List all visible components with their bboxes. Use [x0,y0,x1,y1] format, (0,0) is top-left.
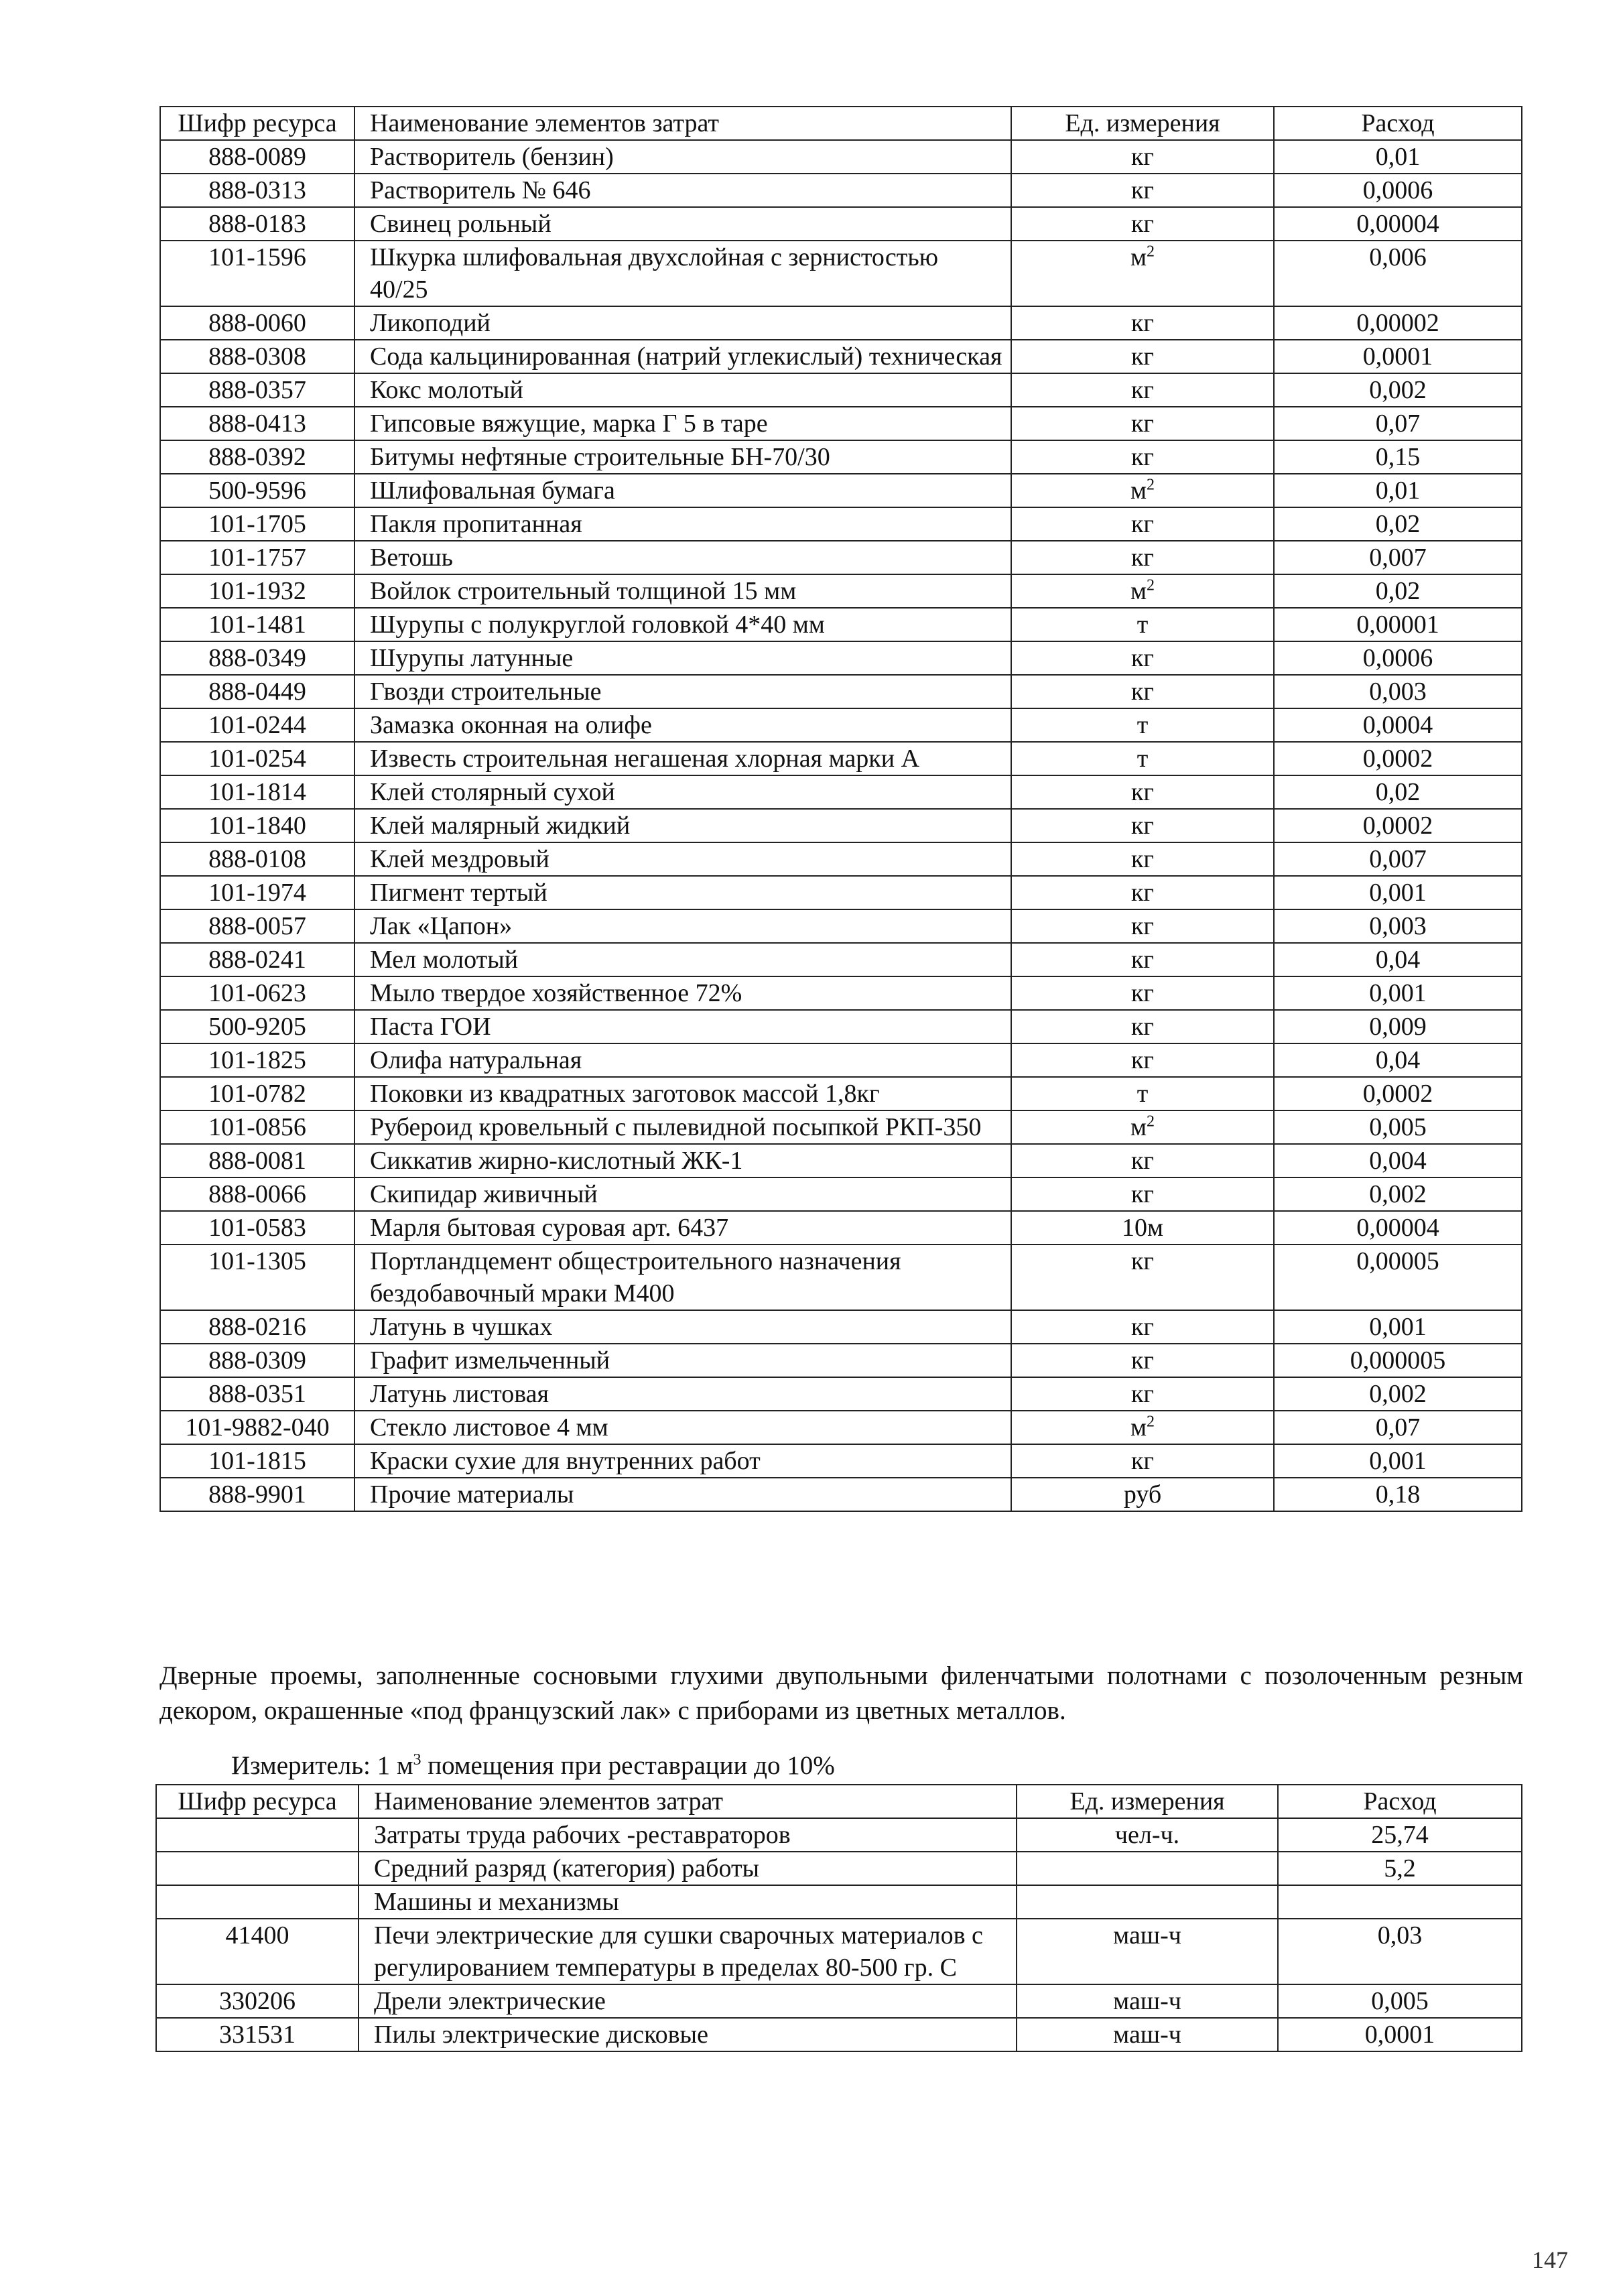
table-row [160,507,1522,541]
table-row [160,876,1522,909]
measure-sup: 3 [413,1751,421,1769]
quantity: 0,0004 [1274,708,1522,742]
quantity: 0,02 [1274,775,1522,809]
quantity: 0,007 [1274,842,1522,876]
resource-code: 101-0244 [160,708,354,742]
table-row [156,1885,1522,1919]
unit: кг [1011,140,1274,174]
table-row [160,1110,1522,1144]
unit: кг [1011,1310,1274,1344]
resource-code: 888-0089 [160,140,354,174]
unit: кг [1011,1377,1274,1411]
table-row [160,541,1522,574]
table-row [160,943,1522,976]
materials-table [159,106,1522,1512]
resource-name: Поковки из квадратных заготовок массой 1,8кг [354,1077,1011,1110]
unit: кг [1011,641,1274,675]
header-qty: Расход [1274,107,1522,140]
table-row [160,407,1522,440]
resource-name: Ветошь [354,541,1011,574]
resource-code: 888-9901 [160,1478,354,1511]
unit: кг [1011,507,1274,541]
table-row [160,440,1522,474]
unit: кг [1011,943,1274,976]
resource-code: 101-0623 [160,976,354,1010]
unit: $м^2$ [1011,1411,1274,1444]
quantity: 0,002 [1274,1177,1522,1211]
resource-name: Известь строительная негашеная хлорная марки А [354,742,1011,775]
resource-name: Шкурка шлифовальная двухслойная с зернистостью 40/25 [354,241,1011,306]
quantity: 0,005 [1274,1110,1522,1144]
quantity: 0,00001 [1274,608,1522,641]
resource-code: 888-0349 [160,641,354,675]
quantity: 0,03 [1278,1919,1522,1984]
resource-name: Растворитель № 646 [354,174,1011,207]
unit: кг [1011,440,1274,474]
unit: $м^2$ [1011,474,1274,507]
resource-code: 101-0782 [160,1077,354,1110]
resource-name: Латунь листовая [354,1377,1011,1411]
table-row [160,608,1522,641]
unit: $м^2$ [1011,574,1274,608]
resource-name: Стекло листовое 4 мм [354,1411,1011,1444]
resource-code: 500-9596 [160,474,354,507]
resource-name: Клей малярный жидкий [354,809,1011,842]
resource-name: Затраты труда рабочих -реставраторов [359,1818,1017,1852]
resource-code: 888-0241 [160,943,354,976]
quantity: 0,07 [1274,407,1522,440]
unit: кг [1011,842,1274,876]
table-row [160,241,1522,306]
resource-name: Шлифовальная бумага [354,474,1011,507]
resource-code: 888-0057 [160,909,354,943]
table-row [160,1478,1522,1511]
resource-name: Шурупы латунные [354,641,1011,675]
resource-code [156,1852,359,1885]
unit: кг [1011,1344,1274,1377]
resource-name: Печи электрические для сушки сварочных материалов с регулированием температуры в пределах 80-500 гр. С [359,1919,1017,1984]
resource-code: 888-0216 [160,1310,354,1344]
resource-name: Сиккатив жирно-кислотный ЖК-1 [354,1144,1011,1177]
resource-name: Кокс молотый [354,373,1011,407]
table-row [160,1043,1522,1077]
resource-name: Пигмент тертый [354,876,1011,909]
table-row [156,2018,1522,2051]
resource-code: 101-1815 [160,1444,354,1478]
quantity: 0,04 [1274,943,1522,976]
unit: кг [1011,675,1274,708]
unit: маш-ч [1017,2018,1278,2051]
table-row [160,1245,1522,1310]
resource-code: 888-0060 [160,306,354,340]
table-row [160,1077,1522,1110]
resource-code: 888-0351 [160,1377,354,1411]
quantity [1278,1885,1522,1919]
resource-code: 41400 [156,1919,359,1984]
unit: маш-ч [1017,1919,1278,1984]
unit: руб [1011,1478,1274,1511]
table-row [160,1377,1522,1411]
resource-name: Замазка оконная на олифе [354,708,1011,742]
unit: кг [1011,1245,1274,1310]
table-row [160,373,1522,407]
unit: кг [1011,407,1274,440]
header-qty: Расход [1278,1785,1522,1818]
unit: чел-ч. [1017,1818,1278,1852]
measure-text: Измеритель: 1 м [231,1751,413,1780]
unit: кг [1011,976,1274,1010]
resource-code: 101-1596 [160,241,354,306]
resource-name: Скипидар живичный [354,1177,1011,1211]
header-code: Шифр ресурса [160,107,354,140]
table-row [160,675,1522,708]
resource-code: 888-0449 [160,675,354,708]
table-row [160,742,1522,775]
resource-code: 101-1825 [160,1043,354,1077]
resource-name: Марля бытовая суровая арт. 6437 [354,1211,1011,1245]
unit: $м^2$ [1011,1110,1274,1144]
quantity: 0,00005 [1274,1245,1522,1310]
resource-name: Прочие материалы [354,1478,1011,1511]
table-row [160,909,1522,943]
quantity: 0,02 [1274,507,1522,541]
unit: кг [1011,809,1274,842]
resource-name: Олифа натуральная [354,1043,1011,1077]
unit: кг [1011,1144,1274,1177]
resource-name: Клей мездровый [354,842,1011,876]
table-row [160,775,1522,809]
resource-code: 101-1757 [160,541,354,574]
resource-name: Мел молотый [354,943,1011,976]
quantity: 0,0002 [1274,742,1522,775]
resource-code: 101-0856 [160,1110,354,1144]
resource-name: Войлок строительный толщиной 15 мм [354,574,1011,608]
unit: т [1011,742,1274,775]
labor-machines-table [155,1784,1522,2052]
quantity: 0,001 [1274,1310,1522,1344]
unit: кг [1011,174,1274,207]
table-row [160,1310,1522,1344]
measure-line [231,1749,1236,1783]
quantity: 0,18 [1274,1478,1522,1511]
unit: кг [1011,340,1274,373]
table-row [160,1010,1522,1043]
unit: кг [1011,909,1274,943]
resource-code: 101-1974 [160,876,354,909]
quantity: 0,0006 [1274,641,1522,675]
resource-name: Средний разряд (категория) работы [359,1852,1017,1885]
quantity: 0,001 [1274,976,1522,1010]
resource-code: 101-1305 [160,1245,354,1310]
quantity: 0,01 [1274,474,1522,507]
table-row [160,1411,1522,1444]
resource-code: 101-0254 [160,742,354,775]
resource-code: 101-1705 [160,507,354,541]
table-row [160,1344,1522,1377]
resource-name: Ликоподий [354,306,1011,340]
resource-name: Портландцемент общестроительного назначения бездобавочный мраки М400 [354,1245,1011,1310]
quantity: 0,002 [1274,1377,1522,1411]
quantity: 0,0001 [1278,2018,1522,2051]
header-name: Наименование элементов затрат [359,1785,1017,1818]
unit: кг [1011,876,1274,909]
table-row [156,1919,1522,1984]
quantity: 0,04 [1274,1043,1522,1077]
unit: кг [1011,373,1274,407]
work-description: Дверные проемы, заполненные сосновыми глухими двупольными филенчатыми полотнами с позолоченным резным декором, окрашенные «под французский лак» с приборами из цветных металлов. [159,1661,1523,1725]
table-row [160,207,1522,241]
measure-rest: помещения при реставрации до 10% [421,1751,835,1780]
resource-name: Растворитель (бензин) [354,140,1011,174]
table-row [160,174,1522,207]
resource-name: Пилы электрические дисковые [359,2018,1017,2051]
table-row [160,842,1522,876]
table-row [160,1444,1522,1478]
unit: маш-ч [1017,1984,1278,2018]
unit [1017,1852,1278,1885]
resource-code: 888-0392 [160,440,354,474]
resource-code: 888-0308 [160,340,354,373]
resource-code [156,1818,359,1852]
quantity: 0,02 [1274,574,1522,608]
unit [1017,1885,1278,1919]
table-row [156,1818,1522,1852]
resource-name: Пакля пропитанная [354,507,1011,541]
header-unit: Ед. измерения [1017,1785,1278,1818]
table-row [160,1211,1522,1245]
unit: кг [1011,775,1274,809]
header-code: Шифр ресурса [156,1785,359,1818]
resource-code: 888-0183 [160,207,354,241]
resource-code: 888-0413 [160,407,354,440]
quantity: 0,0001 [1274,340,1522,373]
table-row [160,340,1522,373]
resource-code: 101-0583 [160,1211,354,1245]
table-header-row [160,107,1522,140]
resource-code: 500-9205 [160,1010,354,1043]
quantity: 0,003 [1274,675,1522,708]
resource-code [156,1885,359,1919]
resource-name: Гвозди строительные [354,675,1011,708]
quantity: 0,0002 [1274,1077,1522,1110]
quantity: 0,001 [1274,1444,1522,1478]
table-row [160,976,1522,1010]
page-number: 147 [1532,2246,1568,2273]
resource-code: 330206 [156,1984,359,2018]
unit: кг [1011,1010,1274,1043]
unit: кг [1011,1177,1274,1211]
resource-name: Паста ГОИ [354,1010,1011,1043]
table-row [160,1177,1522,1211]
table-row [160,708,1522,742]
unit: т [1011,608,1274,641]
unit: кг [1011,207,1274,241]
unit: кг [1011,541,1274,574]
unit: т [1011,708,1274,742]
header-unit: Ед. измерения [1011,107,1274,140]
table-row [156,1984,1522,2018]
quantity: 0,002 [1274,373,1522,407]
quantity: 0,00004 [1274,207,1522,241]
table-row [160,1144,1522,1177]
resource-name: Латунь в чушках [354,1310,1011,1344]
resource-code: 101-1814 [160,775,354,809]
quantity: 5,2 [1278,1852,1522,1885]
table-header-row [156,1785,1522,1818]
quantity: 0,004 [1274,1144,1522,1177]
table-row [160,809,1522,842]
resource-name: Машины и механизмы [359,1885,1017,1919]
quantity: 25,74 [1278,1818,1522,1852]
table-row [156,1852,1522,1885]
quantity: 0,009 [1274,1010,1522,1043]
unit: 10м [1011,1211,1274,1245]
resource-name: Шурупы с полукруглой головкой 4*40 мм [354,608,1011,641]
resource-name: Клей столярный сухой [354,775,1011,809]
table-row [160,474,1522,507]
resource-name: Графит измельченный [354,1344,1011,1377]
quantity: 0,01 [1274,140,1522,174]
resource-name: Битумы нефтяные строительные БН-70/30 [354,440,1011,474]
quantity: 0,003 [1274,909,1522,943]
resource-code: 888-0066 [160,1177,354,1211]
resource-code: 888-0108 [160,842,354,876]
unit: кг [1011,1444,1274,1478]
resource-name: Рубероид кровельный с пылевидной посыпкой РКП-350 [354,1110,1011,1144]
resource-code: 888-0309 [160,1344,354,1377]
resource-name: Свинец рольный [354,207,1011,241]
table-row [160,574,1522,608]
header-name: Наименование элементов затрат [354,107,1011,140]
quantity: 0,0006 [1274,174,1522,207]
quantity: 0,001 [1274,876,1522,909]
unit: $м^2$ [1011,241,1274,306]
resource-name: Гипсовые вяжущие, марка Г 5 в таре [354,407,1011,440]
quantity: 0,0002 [1274,809,1522,842]
resource-code: 331531 [156,2018,359,2051]
resource-code: 101-1840 [160,809,354,842]
resource-code: 888-0081 [160,1144,354,1177]
resource-code: 888-0357 [160,373,354,407]
unit: т [1011,1077,1274,1110]
quantity: 0,007 [1274,541,1522,574]
quantity: 0,000005 [1274,1344,1522,1377]
resource-code: 101-9882-040 [160,1411,354,1444]
quantity: 0,00002 [1274,306,1522,340]
table-row [160,641,1522,675]
table-row [160,306,1522,340]
unit: кг [1011,1043,1274,1077]
quantity: 0,00004 [1274,1211,1522,1245]
resource-name: Сода кальцинированная (натрий углекислый) техническая [354,340,1011,373]
resource-name: Лак «Цапон» [354,909,1011,943]
resource-name: Краски сухие для внутренних работ [354,1444,1011,1478]
quantity: 0,07 [1274,1411,1522,1444]
quantity: 0,005 [1278,1984,1522,2018]
resource-code: 101-1481 [160,608,354,641]
table-row [160,140,1522,174]
quantity: 0,006 [1274,241,1522,306]
resource-code: 888-0313 [160,174,354,207]
resource-name: Дрели электрические [359,1984,1017,2018]
unit: кг [1011,306,1274,340]
resource-name: Мыло твердое хозяйственное 72% [354,976,1011,1010]
quantity: 0,15 [1274,440,1522,474]
resource-code: 101-1932 [160,574,354,608]
